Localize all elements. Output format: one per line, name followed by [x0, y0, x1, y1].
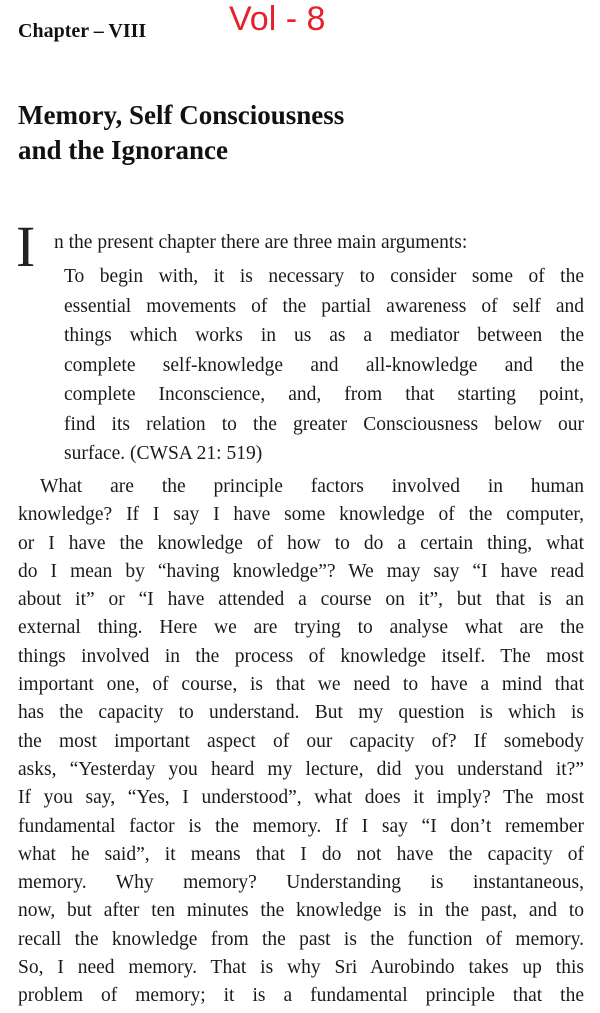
body-line: So, I need memory. That is why Sri Aurobindo takes up this	[18, 957, 584, 979]
body-line: things involved in the process of knowledge itself. The most	[18, 645, 584, 667]
chapter-title	[18, 98, 344, 168]
quote-line: complete self-knowledge and all-knowledge and the	[64, 354, 584, 376]
body-line: If you say, “Yes, I understood”, what does it imply? The most	[18, 787, 584, 809]
body-line: What are the principle factors involved in human	[40, 476, 584, 497]
body-line: now, but after ten minutes the knowledge is in the past, and to	[18, 900, 584, 922]
volume-stamp: Vol - 8	[229, 0, 326, 38]
body-paragraph	[18, 473, 584, 1011]
chapter-title-line-2: and the Ignorance	[18, 135, 229, 165]
body-line: recall the knowledge from the past is the function of memory.	[18, 928, 584, 950]
quote-line: surface. (CWSA 21: 519)	[64, 443, 263, 464]
drop-cap: I	[16, 214, 36, 279]
body-line: fundamental factor is the memory. If I say “I don’t remember	[18, 815, 584, 837]
body-line: has the capacity to understand. But my question is which is	[18, 702, 584, 724]
body-line: what he said”, it means that I do not have the capacity of	[18, 843, 584, 865]
intro-text: n the present chapter there are three main arguments:	[54, 232, 468, 253]
body-line: knowledge? If I say I have some knowledge of the computer,	[18, 504, 584, 526]
body-line: do I mean by “having knowledge”? We may say “I have read	[18, 560, 584, 582]
body-line: asks, “Yesterday you heard my lecture, did you understand it?”	[18, 758, 584, 780]
quote-line: complete Inconscience, and, from that starting point,	[64, 384, 584, 405]
body-line: the most important aspect of our capacity of? If somebody	[18, 730, 584, 752]
body-line: important one, of course, is that we need to have a mind that	[18, 674, 584, 696]
block-quote	[64, 262, 584, 469]
quote-line: essential movements of the partial awareness of self and	[64, 295, 584, 317]
quote-line: things which works in us as a mediator between the	[64, 325, 584, 346]
quote-line: find its relation to the greater Consciousness below our	[64, 413, 584, 435]
body-line: external thing. Here we are trying to analyse what are the	[18, 617, 584, 639]
body-line: about it” or “I have attended a course on it”, but that is an	[18, 589, 584, 611]
body-line: memory. Why memory? Understanding is instantaneous,	[18, 872, 584, 894]
body-line: problem of memory; it is a fundamental principle that the	[18, 985, 584, 1007]
chapter-title-line-1: Memory, Self Consciousness	[18, 100, 345, 130]
chapter-header: Chapter – VIII	[18, 20, 147, 42]
body-line: or I have the knowledge of how to do a certain thing, what	[18, 532, 584, 554]
quote-line: To begin with, it is necessary to consider some of the	[64, 266, 584, 287]
